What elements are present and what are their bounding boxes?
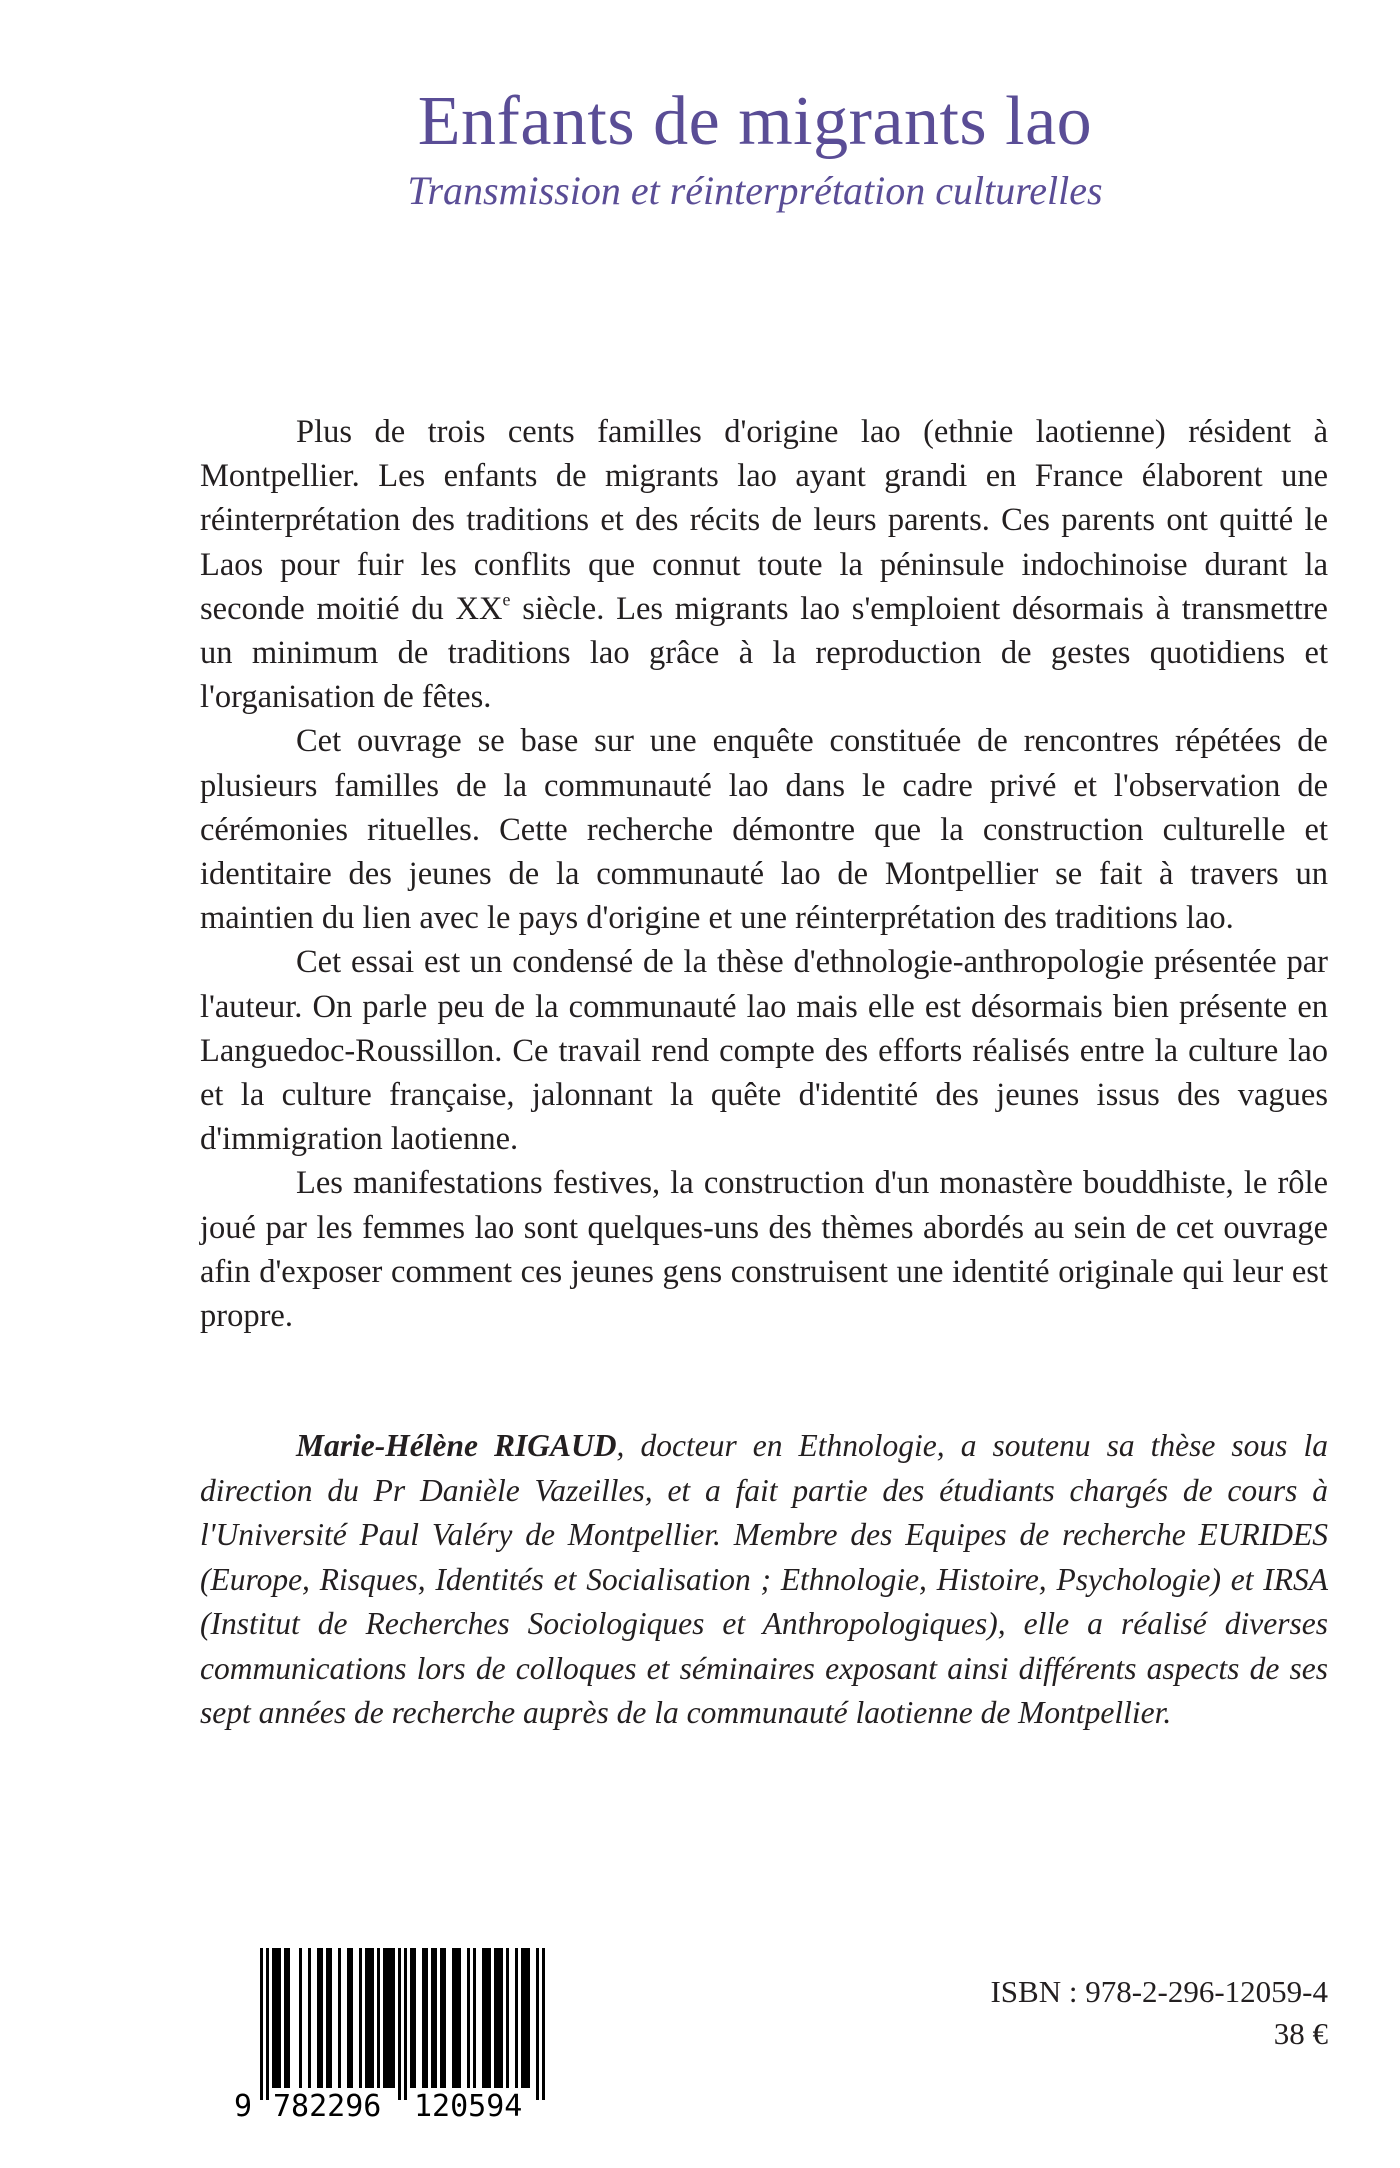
barcode-bar <box>527 1948 530 2088</box>
barcode-bar <box>425 1948 428 2088</box>
barcode-guard-bar <box>404 1948 407 2100</box>
barcode-bar <box>497 1948 500 2088</box>
barcode-bar <box>392 1948 395 2088</box>
book-title: Enfants de migrants lao <box>417 83 1093 160</box>
barcode-bar <box>371 1948 374 2088</box>
barcode-guard-bar <box>260 1948 263 2100</box>
author-biography <box>200 1424 1328 1736</box>
barcode-bar <box>350 1948 353 2088</box>
author-bio-text: , docteur en Ethnologie, a soutenu sa thèse sous la direction du Pr Danièle Vazeilles, et a fait partie des étudiants chargés de cours à l'Université Paul Valéry de Montpellier. Membre des Equipes de recherche EURIDES (Europe, Risques, Identités et Socialisation ; Ethnologie, Histoire, Psychologie) et IRSA (Institut de Recherches Sociologiques et Anthropologiques), elle a réalisé diverses communications lors de colloques et séminaires exposant ainsi différents aspects de ses sept années de recherche auprès de la communauté laotienne de Montpellier. <box>200 1428 1328 1730</box>
barcode-bar <box>500 1948 503 2088</box>
barcode-bar <box>440 1948 443 2088</box>
barcode-bar <box>467 1948 470 2088</box>
summary-paragraph-1-part-a: Plus de trois cents familles d'origine lao (ethnie laotienne) résident à Montpellier. Les enfants de migrants lao ayant grandi en France élaborent une réinterprétation des traditions et des récits de leurs parents. Ces parents ont quitté le Laos pour fuir les conflits que connut toute la péninsule indochinoise durant la seconde moitié du XX <box>200 414 1328 627</box>
barcode-bar <box>389 1948 392 2088</box>
barcode-bar <box>485 1948 488 2088</box>
barcode-bar <box>434 1948 437 2088</box>
barcode-bar <box>482 1948 485 2088</box>
barcode-bar <box>377 1948 380 2088</box>
barcode-guard-bar <box>266 1948 269 2100</box>
barcode-bar <box>287 1948 290 2088</box>
barcode-bar <box>317 1948 320 2088</box>
barcode-bar <box>431 1948 434 2088</box>
barcode-bar <box>443 1948 446 2088</box>
barcode-bar <box>413 1948 416 2088</box>
summary-paragraph-2: Cet ouvrage se base sur une enquête constituée de rencontres répétées de plusieurs familles de la communauté lao dans le cadre privé et l'observation de cérémonies rituelles. Cette recherche démontre que la construction culturelle et identitaire des jeunes de la communauté lao de Montpellier se fait à travers un maintien du lien avec le pays d'origine et une réinterprétation des traditions lao. <box>200 723 1328 937</box>
barcode-digit-first: 9 <box>234 2089 253 2124</box>
barcode-digits-left: 782296 <box>273 2089 382 2124</box>
barcode-bar <box>338 1948 341 2088</box>
summary-paragraph-1-part-b: siècle. Les migrants lao s'emploient désormais à transmettre un minimum de traditions lao grâce à la reproduction de gestes quotidiens et l'organisation de fêtes. <box>200 590 1328 716</box>
barcode-bar <box>455 1948 458 2088</box>
barcode-bar <box>488 1948 491 2088</box>
barcode-bar <box>359 1948 362 2088</box>
barcode-bar <box>473 1948 476 2088</box>
barcode-bar <box>422 1948 425 2088</box>
barcode-bar <box>278 1948 281 2088</box>
barcode-guard-bar <box>536 1948 539 2100</box>
barcode-bar <box>386 1948 389 2088</box>
book-summary <box>200 410 1328 1338</box>
barcode-guard-bar <box>542 1948 545 2100</box>
summary-paragraph-3: Cet essai est un condensé de la thèse d'ethnologie-anthropologie présentée par l'auteur. On parle peu de la communauté lao mais elle est désormais bien présente en Languedoc-Roussillon. Ce travail rend compte des efforts réalisés entre la culture lao et la culture française, jalonnant la quête d'identité des jeunes issus des vagues d'immigration laotienne. <box>200 944 1328 1158</box>
barcode-bar <box>524 1948 527 2088</box>
barcode-bar <box>347 1948 350 2088</box>
barcode-bar <box>272 1948 275 2088</box>
summary-paragraph-1 <box>200 410 1328 719</box>
barcode-bar <box>515 1948 518 2088</box>
isbn-number: ISBN : 978-2-296-12059-4 <box>990 1974 1328 2009</box>
barcode-bar <box>506 1948 509 2088</box>
barcode-bar <box>365 1948 368 2088</box>
book-price: 38 € <box>1273 2016 1328 2051</box>
barcode-bar <box>299 1948 302 2088</box>
summary-paragraph-4: Les manifestations festives, la construction d'un monastère bouddhiste, le rôle joué par les femmes lao sont quelques-uns des thèmes abordés au sein de cet ouvrage afin d'exposer comment ces jeunes gens construisent une identité originale qui leur est propre. <box>200 1165 1328 1335</box>
barcode-graphic <box>230 1946 598 2124</box>
barcode-bar <box>326 1948 329 2088</box>
barcode-bar <box>521 1948 524 2088</box>
barcode-guard-bar <box>398 1948 401 2100</box>
barcode-bar <box>329 1948 332 2088</box>
century-superscript: e <box>502 589 511 610</box>
barcode-digits-right: 120594 <box>414 2089 523 2124</box>
book-subtitle: Transmission et réinterprétation culturelles <box>407 168 1103 213</box>
barcode-bar <box>308 1948 311 2088</box>
barcode-bar <box>368 1948 371 2088</box>
author-name: Marie-Hélène RIGAUD <box>296 1428 617 1463</box>
barcode-bar <box>284 1948 287 2088</box>
barcode-bar <box>320 1948 323 2088</box>
barcode-bar <box>458 1948 461 2088</box>
isbn-barcode <box>230 1946 598 2124</box>
barcode-bar <box>494 1948 497 2088</box>
barcode-bar <box>383 1948 386 2088</box>
barcode-bar <box>410 1948 413 2088</box>
barcode-bar <box>275 1948 278 2088</box>
barcode-bar <box>452 1948 455 2088</box>
